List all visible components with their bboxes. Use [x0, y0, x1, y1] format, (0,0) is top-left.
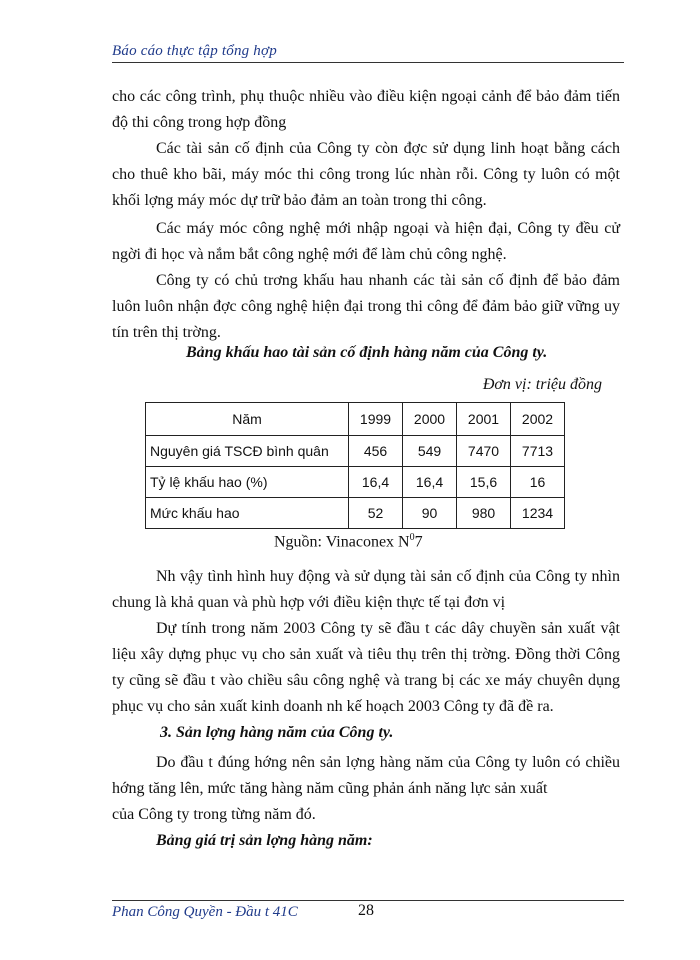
table-cell: 52	[349, 498, 403, 529]
paragraph-8: của Công ty trong từng năm đó.	[112, 806, 316, 823]
paragraph-1: cho các công trình, phụ thuộc nhiều vào điều kiện ngoại cảnh để bảo đảm tiến độ thi công trong hợp đồng	[112, 88, 620, 131]
table-cell: 90	[403, 498, 457, 529]
table-cell: 7470	[457, 436, 511, 467]
header-cell: 2001	[457, 403, 511, 436]
row-label: Mức khấu hao	[146, 498, 349, 529]
table-cell: 16	[511, 467, 565, 498]
paragraph-2: Các tài sản cố định của Công ty còn đợc sử dụng linh hoạt bằng cách cho thuê kho bãi, máy móc thi công trong lúc nhàn rỗi. Công ty luôn có một khối lợng máy móc dự trữ bảo đảm an toàn trong thi công.	[112, 140, 620, 209]
table-cell: 16,4	[403, 467, 457, 498]
section-heading: 3. Sản lợng hàng năm của Công ty.	[160, 724, 394, 741]
header-rule	[112, 62, 624, 63]
paragraph-4: Công ty có chủ trơng khấu hau nhanh các tài sản cố định để bảo đảm luôn luôn nhận đợc công nghệ hiện đại trong thi công để đảm bảo giữ vững uy tín trên thị trờng.	[112, 272, 620, 341]
table-row	[146, 498, 565, 529]
table-cell: 1234	[511, 498, 565, 529]
table-cell: 549	[403, 436, 457, 467]
header-cell: 2000	[403, 403, 457, 436]
page-number: 28	[358, 902, 374, 919]
source-suffix: 7	[414, 533, 423, 551]
table-cell: 7713	[511, 436, 565, 467]
header-cell: 1999	[349, 403, 403, 436]
footer-rule	[112, 900, 624, 901]
table-unit: Đơn vị: triệu đồng	[482, 376, 602, 393]
footer-author: Phan Công Quyền - Đầu t 41C	[112, 904, 298, 920]
running-header: Báo cáo thực tập tổng hợp	[112, 43, 277, 59]
depreciation-table	[145, 402, 565, 529]
row-label: Tỷ lệ khấu hao (%)	[146, 467, 349, 498]
table-cell: 456	[349, 436, 403, 467]
table-cell: 980	[457, 498, 511, 529]
paragraph-5: Nh vậy tình hình huy động và sử dụng tài sản cố định của Công ty nhìn chung là khả quan và phù hợp với điều kiện thực tế tại đơn vị	[112, 568, 620, 611]
table-cell: 15,6	[457, 467, 511, 498]
table2-caption: Bảng giá trị sản lợng hàng năm:	[156, 832, 373, 849]
source-superscript: 0	[409, 532, 415, 543]
source-text: Nguồn: Vinaconex N	[274, 533, 410, 551]
table-cell: 16,4	[349, 467, 403, 498]
header-cell: Năm	[146, 403, 349, 436]
table-row	[146, 436, 565, 467]
paragraph-6: Dự tính trong năm 2003 Công ty sẽ đầu t các dây chuyền sản xuất vật liệu xây dựng phục vụ cho sản xuất và tiêu thụ trên thị trờng. Đồng thời Công ty cũng sẽ đầu t vào chiều sâu công nghệ và trang bị các xe máy chuyên dụng phục vụ cho sản xuất kinh doanh nh kế hoạch 2003 Công ty đã đề ra.	[112, 620, 620, 715]
table-source	[274, 532, 423, 551]
header-cell: 2002	[511, 403, 565, 436]
paragraph-7: Do đầu t đúng hớng nên sản lợng hàng năm của Công ty luôn có chiều hớng tăng lên, mức tăng hàng năm cũng phản ánh năng lực sản xuất	[112, 754, 620, 797]
table-header-row	[146, 403, 565, 436]
row-label: Nguyên giá TSCĐ bình quân	[146, 436, 349, 467]
table-caption: Bảng khấu hao tài sản cố định hàng năm của Công ty.	[186, 344, 548, 361]
paragraph-3: Các máy móc công nghệ mới nhập ngoại và hiện đại, Công ty đều cử ngời đi học và nắm bắt công nghệ mới để làm chủ công nghệ.	[112, 220, 620, 263]
table-row	[146, 467, 565, 498]
